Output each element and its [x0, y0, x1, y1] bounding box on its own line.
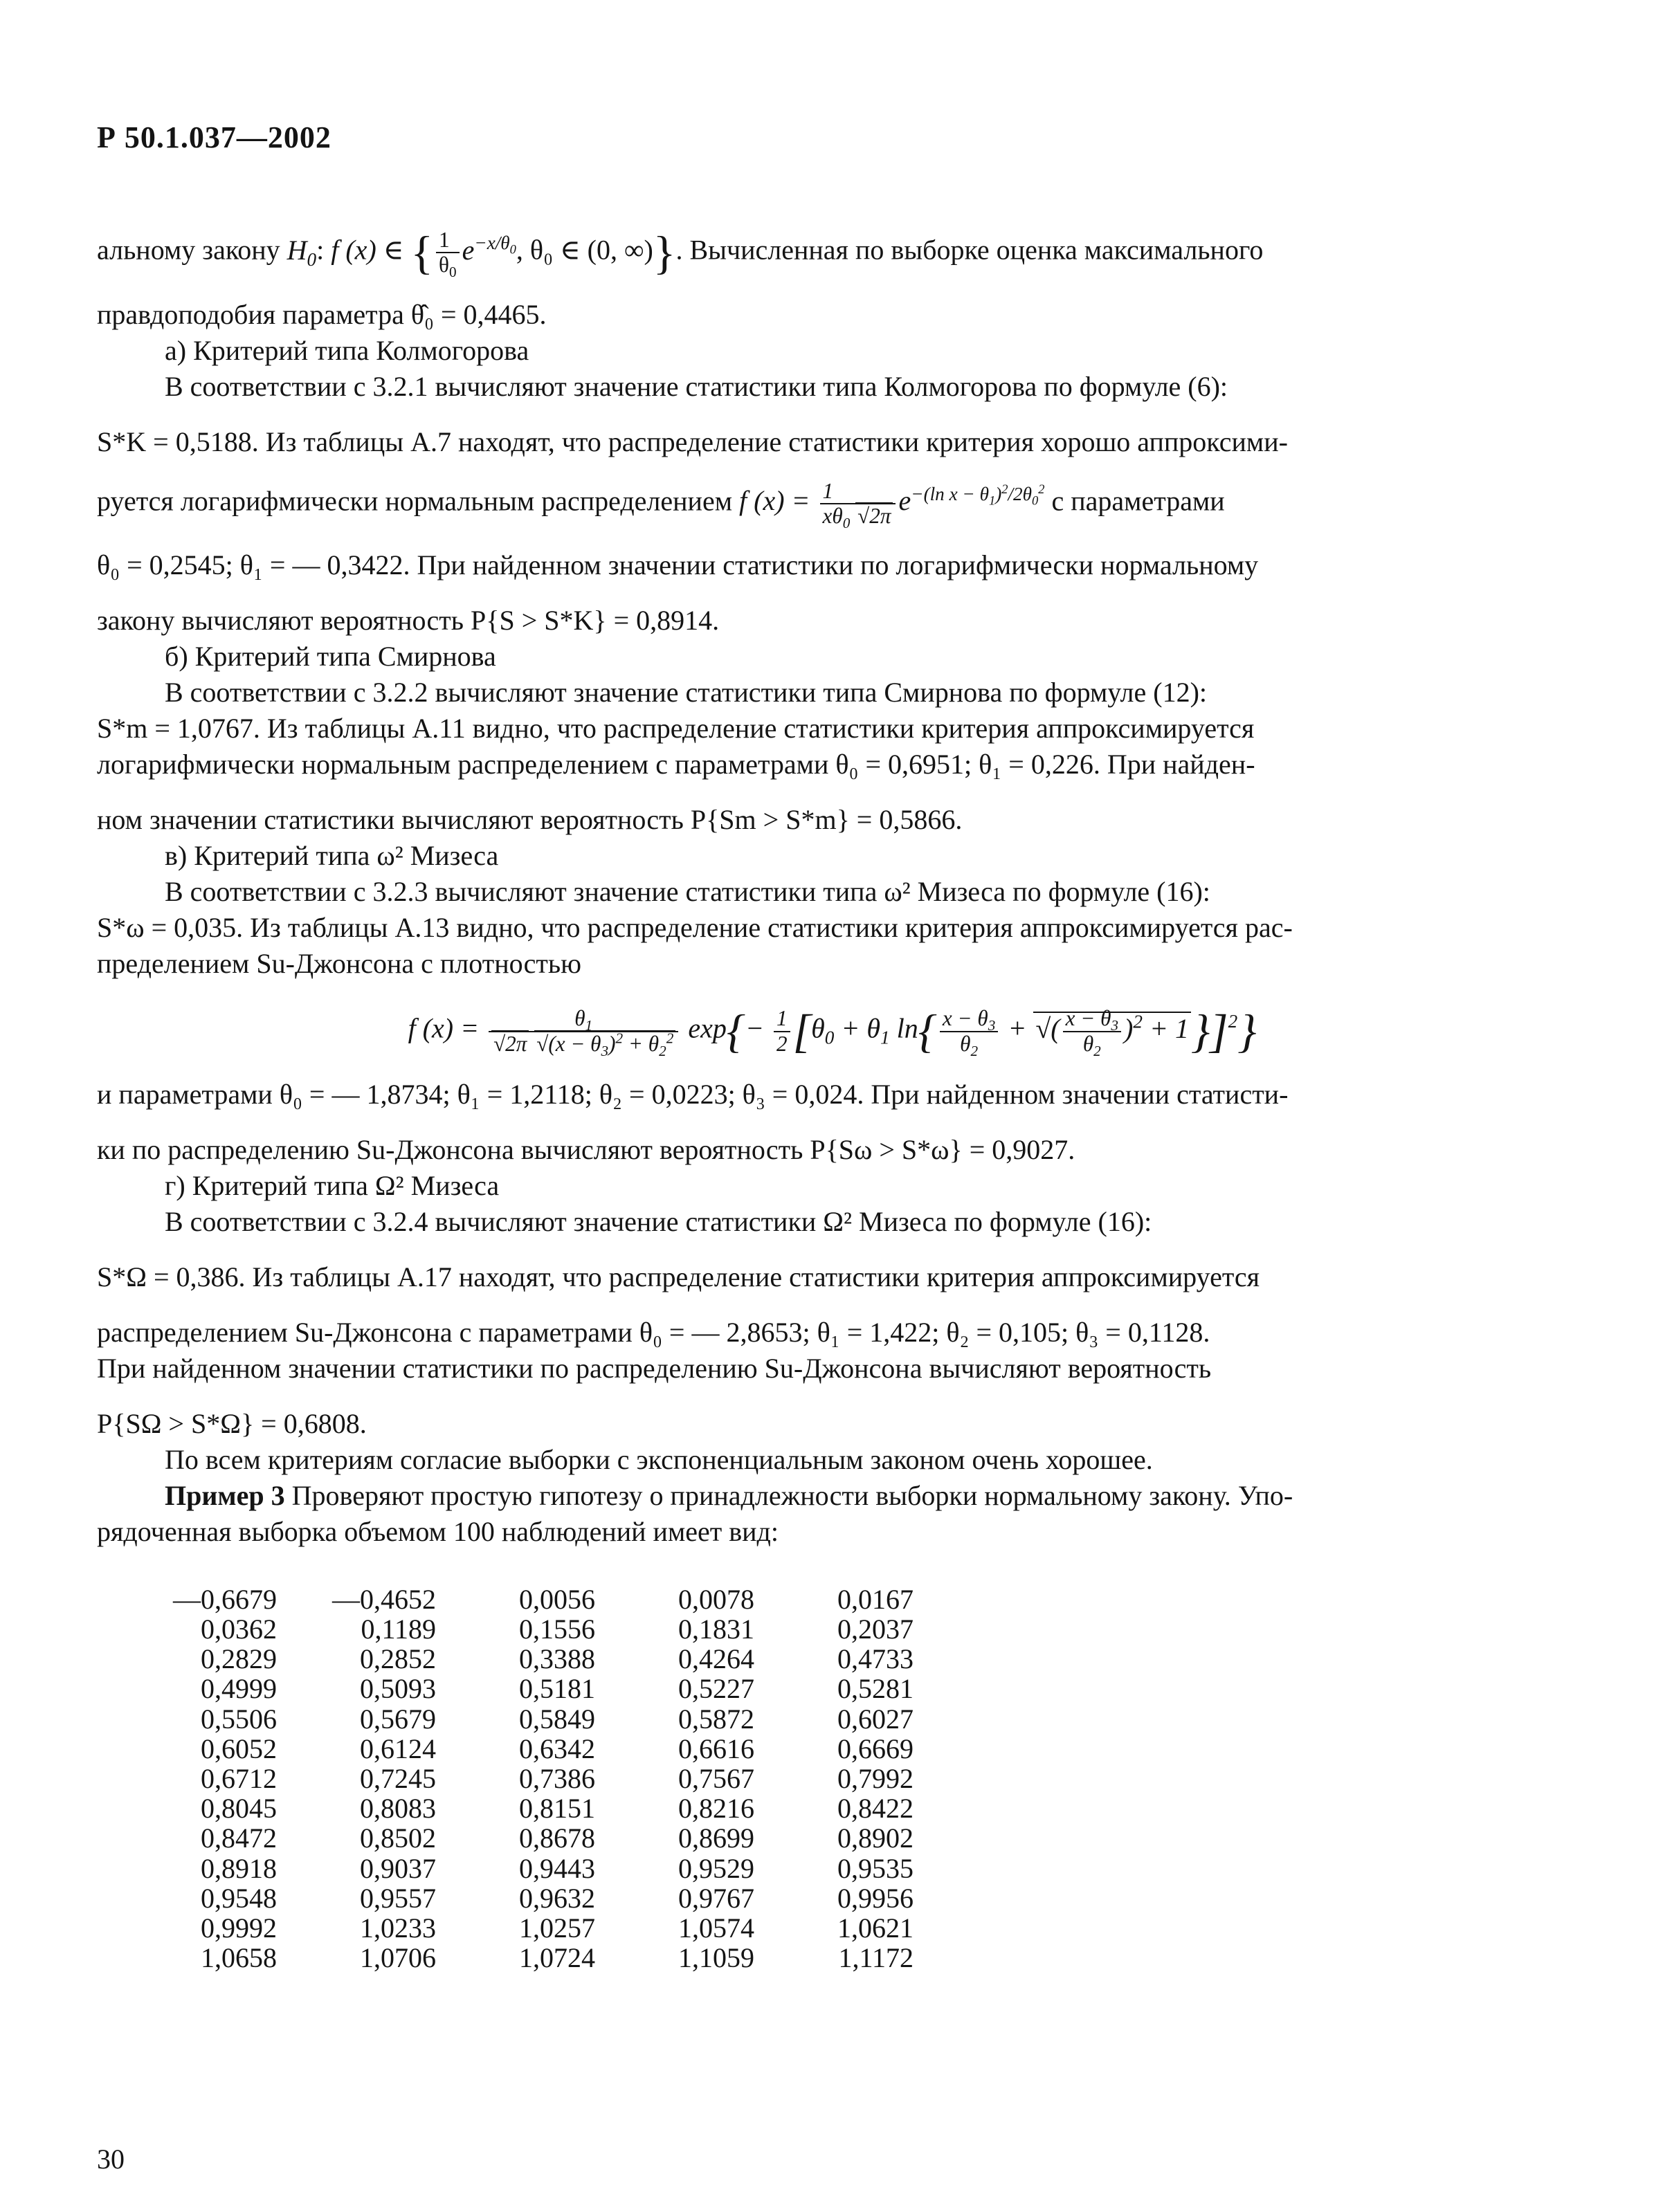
section-a-line-4: θ₀ = 0,2545; θ₁ = — 0,3422. При найденном значении статистики по логарифмически нормальному	[97, 549, 1259, 581]
table-row	[159, 1644, 914, 1674]
section-b-line-4: ном значении статистики вычисляют вероятность P{Sm > S*m} = 0,5866.	[97, 804, 963, 836]
table-cell: 0,0362	[201, 1614, 277, 1645]
table-row	[159, 1674, 914, 1703]
table-cell: 0,6712	[201, 1763, 277, 1794]
table-cell: 0,6052	[201, 1733, 277, 1764]
table-cell: 0,5506	[201, 1703, 277, 1735]
table-cell: 0,5181	[519, 1673, 595, 1705]
section-a-title: а) Критерий типа Колмогорова	[165, 334, 529, 366]
section-c-line-5: ки по распределению Su-Джонсона вычисляют вероятность P{Sω > S*ω} = 0,9027.	[97, 1133, 1075, 1165]
table-row	[159, 1943, 914, 1973]
table-cell: 0,9956	[837, 1882, 914, 1914]
hypothesis-symbol: $H_0$	[287, 234, 317, 270]
example-3-line-1	[97, 1478, 1567, 1514]
exp-term: $e^{-x/\theta_0}$	[462, 232, 516, 266]
lognormal-formula: f (x) = $\frac{1}{x\theta_0 √2\pi}$ $e^{-(ln x - \theta_1)^2/2\theta_0^2}$	[739, 478, 1045, 532]
table-cell: 0,8902	[837, 1822, 914, 1854]
fraction-one-over-theta: $\frac{1}{\theta_0}$	[436, 228, 460, 277]
table-cell: 0,7992	[837, 1763, 914, 1794]
table-cell: 0,5281	[837, 1673, 914, 1705]
example-3-text: Проверяют простую гипотезу о принадлежности выборки нормальному закону. Упо-	[291, 1479, 1293, 1511]
section-c-line-4: и параметрами θ₀ = — 1,8734; θ₁ = 1,2118; θ₂ = 0,0223; θ₃ = 0,024. При найденном значении статисти-	[97, 1078, 1289, 1110]
table-row	[159, 1823, 914, 1853]
section-c-line-3: пределением Su-Джонсона с плотностью	[97, 948, 581, 980]
section-a-line-3-post: с параметрами	[1051, 485, 1225, 517]
table-cell: 0,7567	[678, 1763, 754, 1794]
table-cell: 1,0706	[360, 1942, 436, 1974]
table-cell: 0,5227	[678, 1673, 754, 1705]
table-cell: 0,4733	[837, 1643, 914, 1675]
example-3-label: Пример 3	[165, 1479, 285, 1511]
document-header-id: Р 50.1.037—2002	[97, 120, 331, 154]
section-d-title: г) Критерий типа Ω² Мизеса	[165, 1169, 500, 1201]
table-cell: 0,8472	[201, 1822, 277, 1854]
table-cell: 0,1556	[519, 1614, 595, 1645]
table-cell: 0,5679	[360, 1703, 436, 1735]
section-b-title: б) Критерий типа Смирнова	[165, 641, 496, 673]
table-cell: —0,6679	[173, 1583, 277, 1615]
table-row	[159, 1793, 914, 1823]
page-body	[97, 228, 1567, 1973]
table-cell: 0,9037	[360, 1852, 436, 1884]
table-cell: 0,9535	[837, 1852, 914, 1884]
section-d-line-3: распределением Su-Джонсона с параметрами θ₀ = — 2,8653; θ₁ = 1,422; θ₂ = 0,105; θ₃ = 0,1128.	[97, 1316, 1210, 1348]
hypothesis-pre-text: альному закону	[97, 234, 280, 266]
table-cell: 0,8699	[678, 1822, 754, 1854]
table-cell: 0,4264	[678, 1643, 754, 1675]
table-cell: 0,0056	[519, 1583, 595, 1615]
hypothesis-post-text: . Вычисленная по выборке оценка максимального	[675, 234, 1264, 266]
table-row	[159, 1734, 914, 1764]
section-c-line-1: В соответствии с 3.2.3 вычисляют значение статистики типа ω² Мизеса по формуле (16):	[165, 876, 1210, 908]
table-row	[159, 1704, 914, 1734]
section-b-line-1: В соответствии с 3.2.2 вычисляют значение статистики типа Смирнова по формуле (12):	[165, 677, 1207, 709]
table-cell: 0,5093	[360, 1673, 436, 1705]
table-row	[159, 1614, 914, 1644]
table-cell: 0,0167	[837, 1583, 914, 1615]
table-cell: 0,7245	[360, 1763, 436, 1794]
table-cell: 0,7386	[519, 1763, 595, 1794]
table-cell: 0,2829	[201, 1643, 277, 1675]
section-a-line-3-pre: руется логарифмически нормальным распределением	[97, 485, 733, 517]
table-cell: 0,8151	[519, 1793, 595, 1825]
table-cell: 0,4999	[201, 1673, 277, 1705]
section-d-line-5: P{SΩ > S*Ω} = 0,6808.	[97, 1407, 367, 1439]
section-b-line-3: логарифмически нормальным распределением с параметрами θ₀ = 0,6951; θ₁ = 0,226. При найден-	[97, 749, 1255, 780]
table-cell: 1,0724	[519, 1942, 595, 1974]
density-fx: f (x) ∈	[331, 234, 404, 266]
table-cell: 0,5872	[678, 1703, 754, 1735]
table-cell: 1,1059	[678, 1942, 754, 1974]
brace-open: {	[410, 226, 434, 280]
section-a-line-3	[97, 478, 1567, 532]
table-row	[159, 1584, 914, 1614]
example-3-line-2: рядоченная выборка объемом 100 наблюдений имеет вид:	[97, 1515, 779, 1547]
table-row	[159, 1883, 914, 1913]
table-cell: 1,0257	[519, 1912, 595, 1944]
section-b-line-2: S*m = 1,0767. Из таблицы А.11 видно, что распределение статистики критерия аппроксимируется	[97, 713, 1255, 744]
section-d-line-1: В соответствии с 3.2.4 вычисляют значение статистики Ω² Мизеса по формуле (16):	[165, 1205, 1152, 1237]
table-cell: 0,9992	[201, 1912, 277, 1944]
table-cell: 0,9767	[678, 1882, 754, 1914]
table-cell: 0,6342	[519, 1733, 595, 1764]
hypothesis-line: альному закону $H_0$: f (x) ∈ { $\frac{1}{\theta_0}$ $e^{-x/\theta_0}$, θ₀ ∈ (0, ∞)}. Вычисленная по выборке оценка максимального	[97, 226, 1264, 281]
section-d-line-4: При найденном значении статистики по распределению Su-Джонсона вычисляют вероятность	[97, 1352, 1212, 1384]
table-cell: 1,0574	[678, 1912, 754, 1944]
section-a-line-1: В соответствии с 3.2.1 вычисляют значение статистики типа Колмогорова по формуле (6):	[165, 370, 1228, 402]
table-cell: 0,8918	[201, 1852, 277, 1884]
table-cell: 0,2037	[837, 1614, 914, 1645]
table-cell: 0,2852	[360, 1643, 436, 1675]
table-cell: 0,9557	[360, 1882, 436, 1914]
table-cell: 0,1189	[361, 1614, 436, 1645]
section-d-line-2: S*Ω = 0,386. Из таблицы А.17 находят, что распределение статистики критерия аппроксимируется	[97, 1261, 1260, 1292]
table-cell: —0,4652	[332, 1583, 436, 1615]
su-johnson-density-formula: f (x) = $\frac{\theta_1}{√2\pi √(x - \theta_3)^2 + \theta_2^2}$ exp{− $\frac{1}{2}$ [$\theta_0 + \theta_1$ ln{ $\frac{x - \theta_3}{\theta_2}$ + √( $\frac{x - \theta_3}{\theta_2}$ )$^2$ + 1}]$^2$}	[408, 1005, 1257, 1059]
table-cell: 0,3388	[519, 1643, 595, 1675]
table-cell: 0,9529	[678, 1852, 754, 1884]
table-cell: 0,5849	[519, 1703, 595, 1735]
table-row	[159, 1913, 914, 1943]
brace-close: }	[653, 226, 676, 280]
table-row	[159, 1854, 914, 1883]
table-cell: 0,0078	[678, 1583, 754, 1615]
table-cell: 0,6027	[837, 1703, 914, 1735]
section-c-title: в) Критерий типа ω² Мизеса	[165, 840, 499, 872]
table-cell: 0,6124	[360, 1733, 436, 1764]
hypothesis-formula-tail: θ₀ ∈ (0, ∞)	[529, 234, 653, 266]
table-cell: 0,8083	[360, 1793, 436, 1825]
conclusion-line: По всем критериям согласие выборки с экспоненциальным законом очень хорошее.	[165, 1443, 1153, 1475]
section-c-line-2: S*ω = 0,035. Из таблицы А.13 видно, что распределение статистики критерия аппроксимируется рас-	[97, 912, 1293, 944]
table-cell: 1,0658	[201, 1942, 277, 1974]
table-cell: 0,8502	[360, 1822, 436, 1854]
table-cell: 1,0621	[837, 1912, 914, 1944]
table-cell: 0,9548	[201, 1882, 277, 1914]
table-row	[159, 1764, 914, 1793]
section-a-line-2: S*K = 0,5188. Из таблицы А.7 находят, что распределение статистики критерия хорошо аппроксими-	[97, 426, 1288, 457]
mle-estimate-line: правдоподобия параметра θ̂₀ = 0,4465.	[97, 298, 547, 330]
table-cell: 0,9443	[519, 1852, 595, 1884]
page-number: 30	[97, 2144, 125, 2175]
table-cell: 0,6616	[678, 1733, 754, 1764]
table-cell: 0,8045	[201, 1793, 277, 1825]
table-cell: 0,1831	[678, 1614, 754, 1645]
table-cell: 0,8422	[837, 1793, 914, 1825]
table-cell: 1,0233	[360, 1912, 436, 1944]
section-a-line-5: закону вычисляют вероятность P{S > S*K} = 0,8914.	[97, 605, 720, 637]
table-cell: 0,9632	[519, 1882, 595, 1914]
sample-table	[159, 1584, 914, 1973]
table-cell: 0,6669	[837, 1733, 914, 1764]
table-cell: 0,8678	[519, 1822, 595, 1854]
table-cell: 0,8216	[678, 1793, 754, 1825]
table-cell: 1,1172	[838, 1942, 914, 1974]
